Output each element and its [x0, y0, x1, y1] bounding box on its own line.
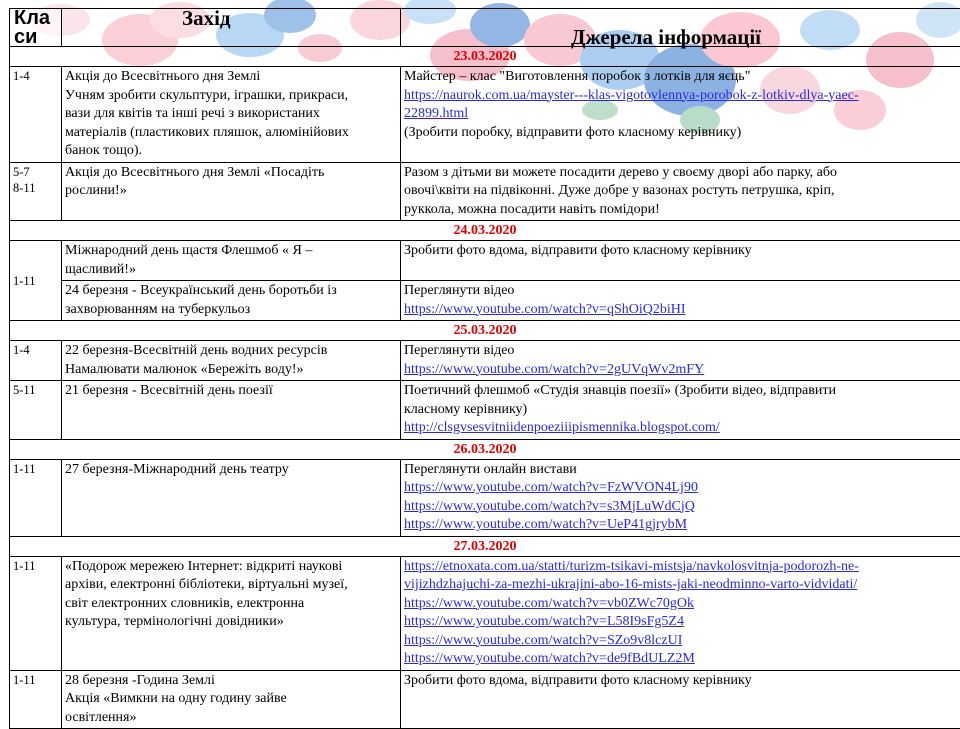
event-cell: 21 березня - Всесвітній день поезії	[62, 381, 401, 440]
event-text: захворюванням на туберкульоз	[65, 301, 397, 320]
event-text: 24 березня - Всеукраїнський день боротьби із	[65, 282, 397, 301]
source-text: руккола, можна посадити навіть помідори!	[404, 201, 957, 220]
class-cell: 1-11	[10, 556, 62, 670]
source-link[interactable]	[404, 87, 957, 124]
event-text: 22 березня-Всесвітній день водних ресурсів	[65, 342, 397, 361]
source-text: Майстер – клас "Виготовлення поробок з лотків для яєць"	[404, 68, 957, 87]
event-text: Учням зробити скульптури, іграшки, прикраси,	[65, 87, 397, 106]
source-link[interactable]: https://www.youtube.com/watch?v=SZo9v8lczUI	[404, 632, 957, 651]
event-text: вази для квітів та інші речі з використаних	[65, 105, 397, 124]
date-row	[10, 439, 960, 459]
source-cell: Зробити фото вдома, відправити фото класному керівнику	[401, 670, 960, 729]
table-row	[10, 162, 960, 221]
source-link[interactable]: https://www.youtube.com/watch?v=qShOiQ2biHI	[404, 301, 957, 320]
event-text: світ електронних словників, електронна	[65, 595, 397, 614]
source-text: овочі\квіти на підвіконні. Дуже добре у вазонах ростуть петрушка, кріп,	[404, 182, 957, 201]
table-row	[10, 281, 960, 321]
link-text[interactable]: vijizhdzhajuchi-za-mezhi-ukrajini-abo-16-mists-jaki-neodminno-varto-vidvidati/	[404, 576, 957, 595]
source-text: Разом з дітьми ви можете посадити дерево у своєму дворі або парку, або	[404, 164, 957, 183]
source-note: (Зробити поробку, відправити фото класному керівнику)	[404, 124, 957, 143]
link-text[interactable]: https://naurok.com.ua/mayster---klas-vigotovlennya-porobok-z-lotkiv-dlya-yaec-	[404, 87, 957, 106]
event-cell	[62, 341, 401, 381]
date-label: 25.03.2020	[10, 321, 960, 341]
event-text: архіви, електронні бібліотеки, віртуальні музеї,	[65, 576, 397, 595]
table-row	[10, 381, 960, 440]
date-label: 27.03.2020	[10, 536, 960, 556]
source-text: Поетичний флешмоб «Студія знавців поезії» (Зробити відео, відправити	[404, 382, 957, 401]
event-cell	[62, 162, 401, 221]
event-cell	[62, 241, 401, 281]
event-text: 28 березня -Година Землі	[65, 672, 397, 691]
event-text: Акція «Вимкни на одну годину зайве	[65, 690, 397, 709]
event-text: «Подорож мережею Інтернет: відкриті наукові	[65, 558, 397, 577]
event-cell	[62, 556, 401, 670]
source-cell: Зробити фото вдома, відправити фото класному керівнику	[401, 241, 960, 281]
header-event: Захід	[62, 9, 401, 47]
event-text: Акція до Всесвітнього дня Землі «Посадіть	[65, 164, 397, 183]
event-text: освітлення»	[65, 709, 397, 728]
header-sources: Джерела інформації	[401, 9, 960, 47]
source-link[interactable]: https://www.youtube.com/watch?v=2gUVqWv2mFY	[404, 361, 957, 380]
source-link[interactable]: https://www.youtube.com/watch?v=FzWVON4Lj90	[404, 479, 957, 498]
source-cell	[401, 281, 960, 321]
source-link[interactable]: https://www.youtube.com/watch?v=s3MjLuWdCjQ	[404, 498, 957, 517]
event-text: Акція до Всесвітнього дня Землі	[65, 68, 397, 87]
event-text: рослини!»	[65, 182, 397, 201]
date-row	[10, 321, 960, 341]
table-row	[10, 341, 960, 381]
source-cell	[401, 162, 960, 221]
date-row	[10, 536, 960, 556]
event-text: щасливий!»	[65, 261, 397, 280]
class-label: 5-7	[13, 164, 58, 180]
date-label: 23.03.2020	[10, 47, 960, 67]
source-link[interactable]	[404, 558, 957, 595]
source-text: Переглянути відео	[404, 282, 957, 301]
source-cell	[401, 556, 960, 670]
class-cell: 1-4	[10, 341, 62, 381]
class-cell: 1-4	[10, 67, 62, 163]
class-cell	[10, 162, 62, 221]
event-cell	[62, 281, 401, 321]
source-cell	[401, 381, 960, 440]
source-text: Переглянути відео	[404, 342, 957, 361]
class-cell: 1-11	[10, 670, 62, 729]
class-cell: 1-11	[10, 459, 62, 536]
link-text[interactable]: 22899.html	[404, 105, 957, 124]
header-classes: Класи	[10, 9, 62, 47]
date-row	[10, 47, 960, 67]
date-label: 24.03.2020	[10, 221, 960, 241]
link-text[interactable]: https://etnoxata.com.ua/statti/turizm-tsikavi-mistsja/navkolosvitnja-podorozh-ne-	[404, 558, 957, 577]
date-label: 26.03.2020	[10, 439, 960, 459]
source-link[interactable]: https://www.youtube.com/watch?v=de9fBdULZ2M	[404, 650, 957, 669]
table-row	[10, 556, 960, 670]
table-row	[10, 459, 960, 536]
table-header-row	[10, 9, 960, 47]
class-label: 8-11	[13, 180, 58, 196]
event-text: Міжнародний день щастя Флешмоб « Я –	[65, 242, 397, 261]
event-text: Намалювати малюнок «Бережіть воду!»	[65, 361, 397, 380]
table-row	[10, 67, 960, 163]
source-cell	[401, 67, 960, 163]
source-cell	[401, 341, 960, 381]
date-row	[10, 221, 960, 241]
source-cell	[401, 459, 960, 536]
source-text: класному керівнику)	[404, 401, 957, 420]
event-text: культура, термінологічні довідники»	[65, 613, 397, 632]
source-link[interactable]: http://clsgvsesvitniidenpoeziiipismennika.blogspot.com/	[404, 419, 957, 438]
source-link[interactable]: https://www.youtube.com/watch?v=UeP41gjrybM	[404, 516, 957, 535]
event-text: банок тощо).	[65, 142, 397, 161]
event-cell	[62, 67, 401, 163]
schedule-table	[9, 8, 960, 729]
source-link[interactable]: https://www.youtube.com/watch?v=L58I9sFg5Z4	[404, 613, 957, 632]
class-cell: 1-11	[10, 241, 62, 321]
class-cell: 5-11	[10, 381, 62, 440]
source-link[interactable]: https://www.youtube.com/watch?v=vb0ZWc70gOk	[404, 595, 957, 614]
table-row	[10, 241, 960, 281]
event-cell: 27 березня-Міжнародний день театру	[62, 459, 401, 536]
event-text: матеріалів (пластикових пляшок, алюмінійових	[65, 124, 397, 143]
source-text: Переглянути онлайн вистави	[404, 461, 957, 480]
